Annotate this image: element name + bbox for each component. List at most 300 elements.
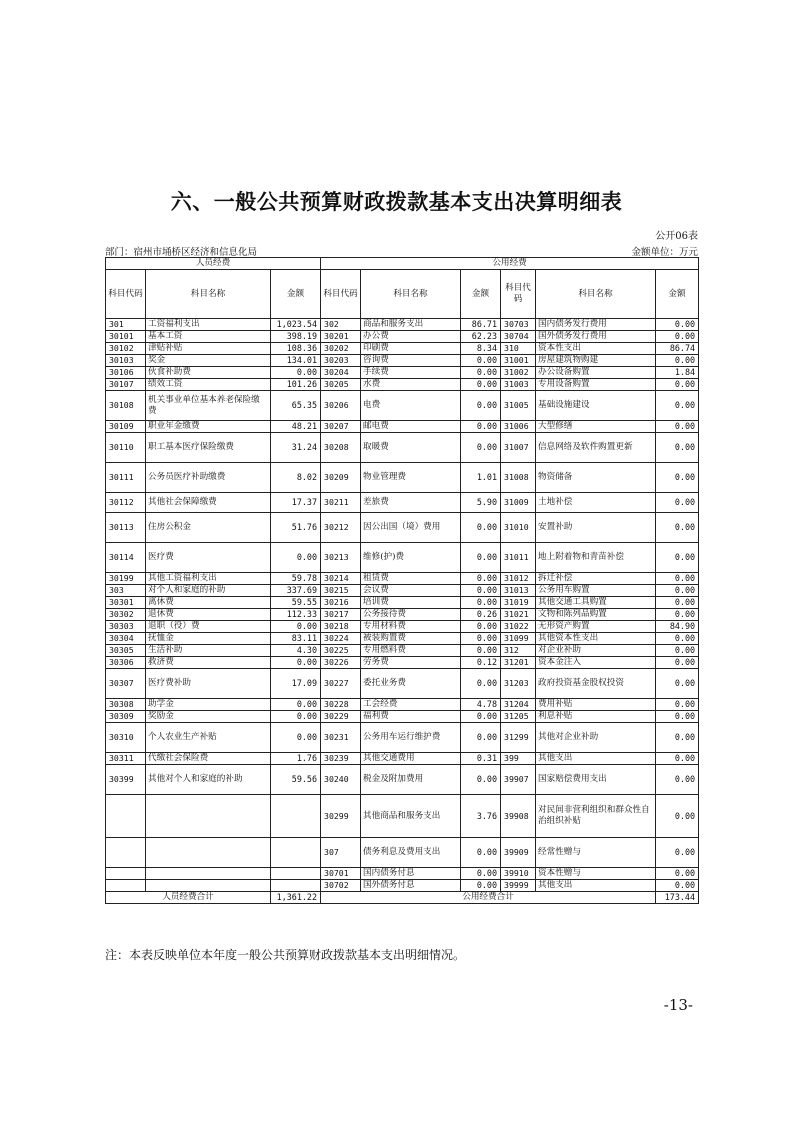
item-amount: 0.00 — [461, 765, 501, 795]
expenditure-detail-table — [105, 257, 699, 904]
item-name: 维修(护)费 — [361, 543, 461, 573]
item-name: 专用燃料费 — [361, 645, 461, 657]
item-code: 31021 — [501, 609, 536, 621]
item-name: 培训费 — [361, 597, 461, 609]
item-amount: 0.00 — [656, 609, 699, 621]
item-amount: 0.31 — [461, 753, 501, 765]
item-name: 大型修缮 — [536, 421, 656, 433]
item-code: 31007 — [501, 433, 536, 463]
item-code: 30214 — [321, 573, 361, 585]
item-code — [106, 868, 146, 880]
item-amount: 0.00 — [461, 669, 501, 699]
item-name: 公务用车购置 — [536, 585, 656, 597]
item-code: 30209 — [321, 463, 361, 493]
item-name: 水费 — [361, 379, 461, 391]
item-amount: 101.26 — [271, 379, 321, 391]
personnel-expense-header: 人员经费 — [106, 258, 321, 270]
item-amount: 48.21 — [271, 421, 321, 433]
item-amount: 0.00 — [461, 711, 501, 723]
item-code: 30111 — [106, 463, 146, 493]
item-name: 资本金注入 — [536, 657, 656, 669]
page-title: 六、一般公共预算财政拨款基本支出决算明细表 — [170, 190, 623, 214]
item-code: 30702 — [321, 880, 361, 892]
item-name: 其他交通费用 — [361, 753, 461, 765]
table-row — [106, 585, 699, 597]
item-name: 土地补偿 — [536, 493, 656, 513]
personnel-total-value: 1,361.22 — [271, 892, 321, 904]
item-amount: 83.11 — [271, 633, 321, 645]
item-code: 30112 — [106, 493, 146, 513]
item-name: 拆迁补偿 — [536, 573, 656, 585]
item-amount: 0.00 — [461, 597, 501, 609]
item-amount: 0.00 — [461, 645, 501, 657]
item-code: 303 — [106, 585, 146, 597]
table-row — [106, 765, 699, 795]
item-code: 30305 — [106, 645, 146, 657]
public-total-label: 公用经费合计 — [321, 892, 656, 904]
code-column-header: 科目代码 — [106, 270, 146, 319]
item-name: 办公设备购置 — [536, 367, 656, 379]
item-name: 房屋建筑物购建 — [536, 355, 656, 367]
item-name: 职业年金缴费 — [146, 421, 271, 433]
item-code: 39908 — [501, 795, 536, 838]
item-code: 30113 — [106, 513, 146, 543]
item-name: 生活补助 — [146, 645, 271, 657]
item-code: 30106 — [106, 367, 146, 379]
item-code: 302 — [321, 319, 361, 331]
item-name: 公务接待费 — [361, 609, 461, 621]
item-name: 公务员医疗补助缴费 — [146, 463, 271, 493]
item-amount: 0.00 — [461, 621, 501, 633]
item-code: 30304 — [106, 633, 146, 645]
item-code: 30109 — [106, 421, 146, 433]
item-amount: 0.00 — [271, 711, 321, 723]
item-amount: 1,023.54 — [271, 319, 321, 331]
name-column-header: 科目名称 — [361, 270, 461, 319]
item-amount: 0.00 — [271, 657, 321, 669]
item-code: 310 — [501, 343, 536, 355]
table-row — [106, 838, 699, 868]
amount-unit-label: 金额单位：万元 — [631, 247, 698, 258]
item-name: 其他交通工具购置 — [536, 597, 656, 609]
table-row — [106, 379, 699, 391]
item-name: 咨询费 — [361, 355, 461, 367]
item-name: 住房公积金 — [146, 513, 271, 543]
table-row — [106, 391, 699, 421]
form-number: 公开06表 — [655, 231, 698, 242]
item-name: 邮电费 — [361, 421, 461, 433]
table-row — [106, 753, 699, 765]
item-name: 离休费 — [146, 597, 271, 609]
item-amount: 0.00 — [461, 633, 501, 645]
item-name: 救济费 — [146, 657, 271, 669]
item-name: 对个人和家庭的补助 — [146, 585, 271, 597]
item-amount: 0.00 — [656, 543, 699, 573]
item-amount: 0.00 — [656, 880, 699, 892]
table-row — [106, 493, 699, 513]
item-code: 31002 — [501, 367, 536, 379]
item-code: 30239 — [321, 753, 361, 765]
item-name: 抚恤金 — [146, 633, 271, 645]
item-name — [146, 868, 271, 880]
item-code: 30229 — [321, 711, 361, 723]
item-amount: 4.30 — [271, 645, 321, 657]
item-code: 31204 — [501, 699, 536, 711]
item-code: 30102 — [106, 343, 146, 355]
item-name: 文物和陈列品购置 — [536, 609, 656, 621]
item-name: 对民间非营利组织和群众性自治组织补贴 — [536, 795, 656, 838]
table-row — [106, 795, 699, 838]
item-code: 30217 — [321, 609, 361, 621]
item-code: 30303 — [106, 621, 146, 633]
table-row — [106, 433, 699, 463]
item-code: 30202 — [321, 343, 361, 355]
table-row — [106, 421, 699, 433]
item-amount: 398.19 — [271, 331, 321, 343]
item-amount: 0.00 — [656, 633, 699, 645]
item-name: 信息网络及软件购置更新 — [536, 433, 656, 463]
item-code: 30227 — [321, 669, 361, 699]
table-row — [106, 699, 699, 711]
item-amount: 31.24 — [271, 433, 321, 463]
item-name: 经常性赠与 — [536, 838, 656, 868]
item-name: 专用材料费 — [361, 621, 461, 633]
table-row — [106, 331, 699, 343]
item-code: 30224 — [321, 633, 361, 645]
item-code: 30216 — [321, 597, 361, 609]
item-code: 31022 — [501, 621, 536, 633]
item-amount: 59.78 — [271, 573, 321, 585]
item-name: 基本工资 — [146, 331, 271, 343]
item-name: 电费 — [361, 391, 461, 421]
item-name: 债务利息及费用支出 — [361, 838, 461, 868]
item-name: 对企业补助 — [536, 645, 656, 657]
item-name: 利息补贴 — [536, 711, 656, 723]
table-row — [106, 669, 699, 699]
item-code: 30114 — [106, 543, 146, 573]
item-amount: 3.76 — [461, 795, 501, 838]
item-amount: 1.76 — [271, 753, 321, 765]
item-code: 31001 — [501, 355, 536, 367]
item-name: 津贴补贴 — [146, 343, 271, 355]
item-code: 312 — [501, 645, 536, 657]
item-code: 31203 — [501, 669, 536, 699]
item-amount: 0.00 — [656, 463, 699, 493]
item-name: 福利费 — [361, 711, 461, 723]
item-code: 30309 — [106, 711, 146, 723]
item-amount: 0.00 — [656, 573, 699, 585]
item-name: 租赁费 — [361, 573, 461, 585]
item-name: 助学金 — [146, 699, 271, 711]
item-name: 其他资本性支出 — [536, 633, 656, 645]
table-row — [106, 880, 699, 892]
item-name: 委托业务费 — [361, 669, 461, 699]
amount-column-header: 金额 — [461, 270, 501, 319]
item-code: 30310 — [106, 723, 146, 753]
item-code: 30301 — [106, 597, 146, 609]
item-amount: 5.90 — [461, 493, 501, 513]
item-code: 39907 — [501, 765, 536, 795]
item-amount: 59.55 — [271, 597, 321, 609]
item-amount: 0.00 — [656, 795, 699, 838]
item-code: 30207 — [321, 421, 361, 433]
item-code: 399 — [501, 753, 536, 765]
item-amount: 337.69 — [271, 585, 321, 597]
item-code: 30201 — [321, 331, 361, 343]
public-total-value: 173.44 — [656, 892, 699, 904]
name-column-header: 科目名称 — [146, 270, 271, 319]
item-name: 物业管理费 — [361, 463, 461, 493]
item-amount: 0.00 — [271, 621, 321, 633]
item-code: 39909 — [501, 838, 536, 868]
table-row — [106, 633, 699, 645]
item-name: 国外债务付息 — [361, 880, 461, 892]
item-amount — [271, 880, 321, 892]
item-name: 奖励金 — [146, 711, 271, 723]
table-row — [106, 343, 699, 355]
item-code: 31009 — [501, 493, 536, 513]
item-name: 商品和服务支出 — [361, 319, 461, 331]
item-code: 31201 — [501, 657, 536, 669]
item-amount: 0.00 — [461, 543, 501, 573]
item-amount: 65.35 — [271, 391, 321, 421]
item-name: 因公出国（境）费用 — [361, 513, 461, 543]
item-code: 30205 — [321, 379, 361, 391]
item-name: 其他对个人和家庭的补助 — [146, 765, 271, 795]
item-name — [146, 880, 271, 892]
item-code: 31099 — [501, 633, 536, 645]
item-code: 30103 — [106, 355, 146, 367]
item-amount: 0.00 — [656, 391, 699, 421]
item-code: 30228 — [321, 699, 361, 711]
item-name: 其他支出 — [536, 753, 656, 765]
item-code — [106, 880, 146, 892]
item-code: 39999 — [501, 880, 536, 892]
item-amount: 0.00 — [461, 391, 501, 421]
item-amount: 0.00 — [461, 723, 501, 753]
item-name — [146, 795, 271, 838]
item-code: 30213 — [321, 543, 361, 573]
table-row — [106, 597, 699, 609]
item-amount: 17.09 — [271, 669, 321, 699]
item-amount — [271, 838, 321, 868]
item-code: 30211 — [321, 493, 361, 513]
item-amount: 17.37 — [271, 493, 321, 513]
item-code: 30226 — [321, 657, 361, 669]
item-name: 国外债务发行费用 — [536, 331, 656, 343]
item-amount: 0.00 — [461, 379, 501, 391]
department-label: 部门：宿州市埇桥区经济和信息化局 — [105, 247, 258, 258]
table-row — [106, 723, 699, 753]
item-name: 工资福利支出 — [146, 319, 271, 331]
item-name: 劳务费 — [361, 657, 461, 669]
item-name: 印刷费 — [361, 343, 461, 355]
item-code: 30704 — [501, 331, 536, 343]
item-amount: 86.74 — [656, 343, 699, 355]
item-name: 差旅费 — [361, 493, 461, 513]
item-amount: 0.00 — [461, 573, 501, 585]
item-code: 30101 — [106, 331, 146, 343]
table-row — [106, 513, 699, 543]
item-code: 31299 — [501, 723, 536, 753]
item-amount: 0.00 — [656, 669, 699, 699]
item-code: 30225 — [321, 645, 361, 657]
item-amount: 0.00 — [461, 367, 501, 379]
item-amount: 0.00 — [461, 421, 501, 433]
table-row — [106, 573, 699, 585]
item-code: 30231 — [321, 723, 361, 753]
item-code: 31008 — [501, 463, 536, 493]
item-amount: 0.00 — [656, 421, 699, 433]
item-amount: 0.00 — [271, 723, 321, 753]
item-code: 30218 — [321, 621, 361, 633]
item-code: 301 — [106, 319, 146, 331]
item-name: 公务用车运行维护费 — [361, 723, 461, 753]
item-name: 绩效工资 — [146, 379, 271, 391]
item-amount: 0.00 — [656, 868, 699, 880]
item-name: 医疗费 — [146, 543, 271, 573]
item-code: 30703 — [501, 319, 536, 331]
item-code: 30307 — [106, 669, 146, 699]
item-name: 专用设备购置 — [536, 379, 656, 391]
item-code: 30203 — [321, 355, 361, 367]
item-name: 物资储备 — [536, 463, 656, 493]
item-code: 30701 — [321, 868, 361, 880]
item-code: 30108 — [106, 391, 146, 421]
public-expense-header: 公用经费 — [321, 258, 699, 270]
item-code: 31013 — [501, 585, 536, 597]
item-amount: 1.84 — [656, 367, 699, 379]
item-name: 工会经费 — [361, 699, 461, 711]
item-amount: 84.90 — [656, 621, 699, 633]
table-row — [106, 711, 699, 723]
item-name: 资本性支出 — [536, 343, 656, 355]
item-code: 31205 — [501, 711, 536, 723]
item-name: 职工基本医疗保险缴费 — [146, 433, 271, 463]
personnel-total-label: 人员经费合计 — [106, 892, 271, 904]
item-amount: 0.00 — [656, 513, 699, 543]
item-name: 退职（役）费 — [146, 621, 271, 633]
item-name: 其他对企业补助 — [536, 723, 656, 753]
item-name: 机关事业单位基本养老保险缴费 — [146, 391, 271, 421]
totals-row — [106, 892, 699, 904]
item-amount: 0.00 — [656, 319, 699, 331]
item-name: 取暖费 — [361, 433, 461, 463]
item-code — [106, 838, 146, 868]
table-row — [106, 657, 699, 669]
item-amount: 0.00 — [656, 657, 699, 669]
item-code: 30306 — [106, 657, 146, 669]
item-amount: 4.78 — [461, 699, 501, 711]
item-amount: 0.12 — [461, 657, 501, 669]
item-name — [146, 838, 271, 868]
item-name: 国内债务付息 — [361, 868, 461, 880]
item-amount: 59.56 — [271, 765, 321, 795]
item-name: 奖金 — [146, 355, 271, 367]
item-amount: 0.00 — [271, 367, 321, 379]
item-name: 国家赔偿费用支出 — [536, 765, 656, 795]
item-amount: 0.00 — [461, 585, 501, 597]
item-code: 30107 — [106, 379, 146, 391]
item-name: 基础设施建设 — [536, 391, 656, 421]
item-name: 税金及附加费用 — [361, 765, 461, 795]
name-column-header: 科目名称 — [536, 270, 656, 319]
item-name: 办公费 — [361, 331, 461, 343]
table-footnote: 注：本表反映单位本年度一般公共预算财政拨款基本支出明细情况。 — [105, 948, 466, 962]
item-code: 31012 — [501, 573, 536, 585]
item-name: 资本性赠与 — [536, 868, 656, 880]
item-code: 30212 — [321, 513, 361, 543]
item-name: 安置补助 — [536, 513, 656, 543]
item-code: 31003 — [501, 379, 536, 391]
item-code — [106, 795, 146, 838]
item-name: 无形资产购置 — [536, 621, 656, 633]
code-column-header: 科目代码 — [501, 270, 536, 319]
item-amount: 8.34 — [461, 343, 501, 355]
item-amount: 0.00 — [461, 433, 501, 463]
item-name: 退休费 — [146, 609, 271, 621]
item-code: 30204 — [321, 367, 361, 379]
item-code: 31005 — [501, 391, 536, 421]
item-amount: 0.00 — [656, 597, 699, 609]
table-row — [106, 367, 699, 379]
item-amount: 1.01 — [461, 463, 501, 493]
item-code: 31011 — [501, 543, 536, 573]
item-code: 30215 — [321, 585, 361, 597]
item-amount — [271, 795, 321, 838]
item-amount: 0.00 — [656, 765, 699, 795]
item-amount: 112.33 — [271, 609, 321, 621]
item-amount: 0.00 — [656, 585, 699, 597]
item-amount: 51.76 — [271, 513, 321, 543]
item-amount: 0.00 — [656, 433, 699, 463]
item-amount: 0.00 — [656, 699, 699, 711]
item-code: 31019 — [501, 597, 536, 609]
item-amount: 86.71 — [461, 319, 501, 331]
table-row — [106, 609, 699, 621]
amount-column-header: 金额 — [656, 270, 699, 319]
table-row — [106, 355, 699, 367]
item-amount: 0.00 — [656, 379, 699, 391]
amount-column-header: 金额 — [271, 270, 321, 319]
item-name: 伙食补助费 — [146, 367, 271, 379]
code-column-header: 科目代码 — [321, 270, 361, 319]
item-amount: 0.00 — [271, 699, 321, 711]
item-code: 30302 — [106, 609, 146, 621]
item-amount: 0.00 — [461, 880, 501, 892]
item-name: 手续费 — [361, 367, 461, 379]
table-row — [106, 621, 699, 633]
item-amount: 0.00 — [656, 331, 699, 343]
item-amount: 0.00 — [656, 723, 699, 753]
item-amount: 0.00 — [656, 711, 699, 723]
item-code: 307 — [321, 838, 361, 868]
item-amount: 0.00 — [461, 355, 501, 367]
item-code: 30208 — [321, 433, 361, 463]
item-code: 30311 — [106, 753, 146, 765]
table-row — [106, 868, 699, 880]
item-amount: 0.00 — [271, 543, 321, 573]
item-name: 其他商品和服务支出 — [361, 795, 461, 838]
item-code: 30308 — [106, 699, 146, 711]
item-amount: 0.00 — [656, 645, 699, 657]
item-code: 31006 — [501, 421, 536, 433]
item-code: 30399 — [106, 765, 146, 795]
item-amount: 0.00 — [461, 868, 501, 880]
item-code: 30199 — [106, 573, 146, 585]
item-amount: 0.00 — [656, 355, 699, 367]
item-code: 30110 — [106, 433, 146, 463]
